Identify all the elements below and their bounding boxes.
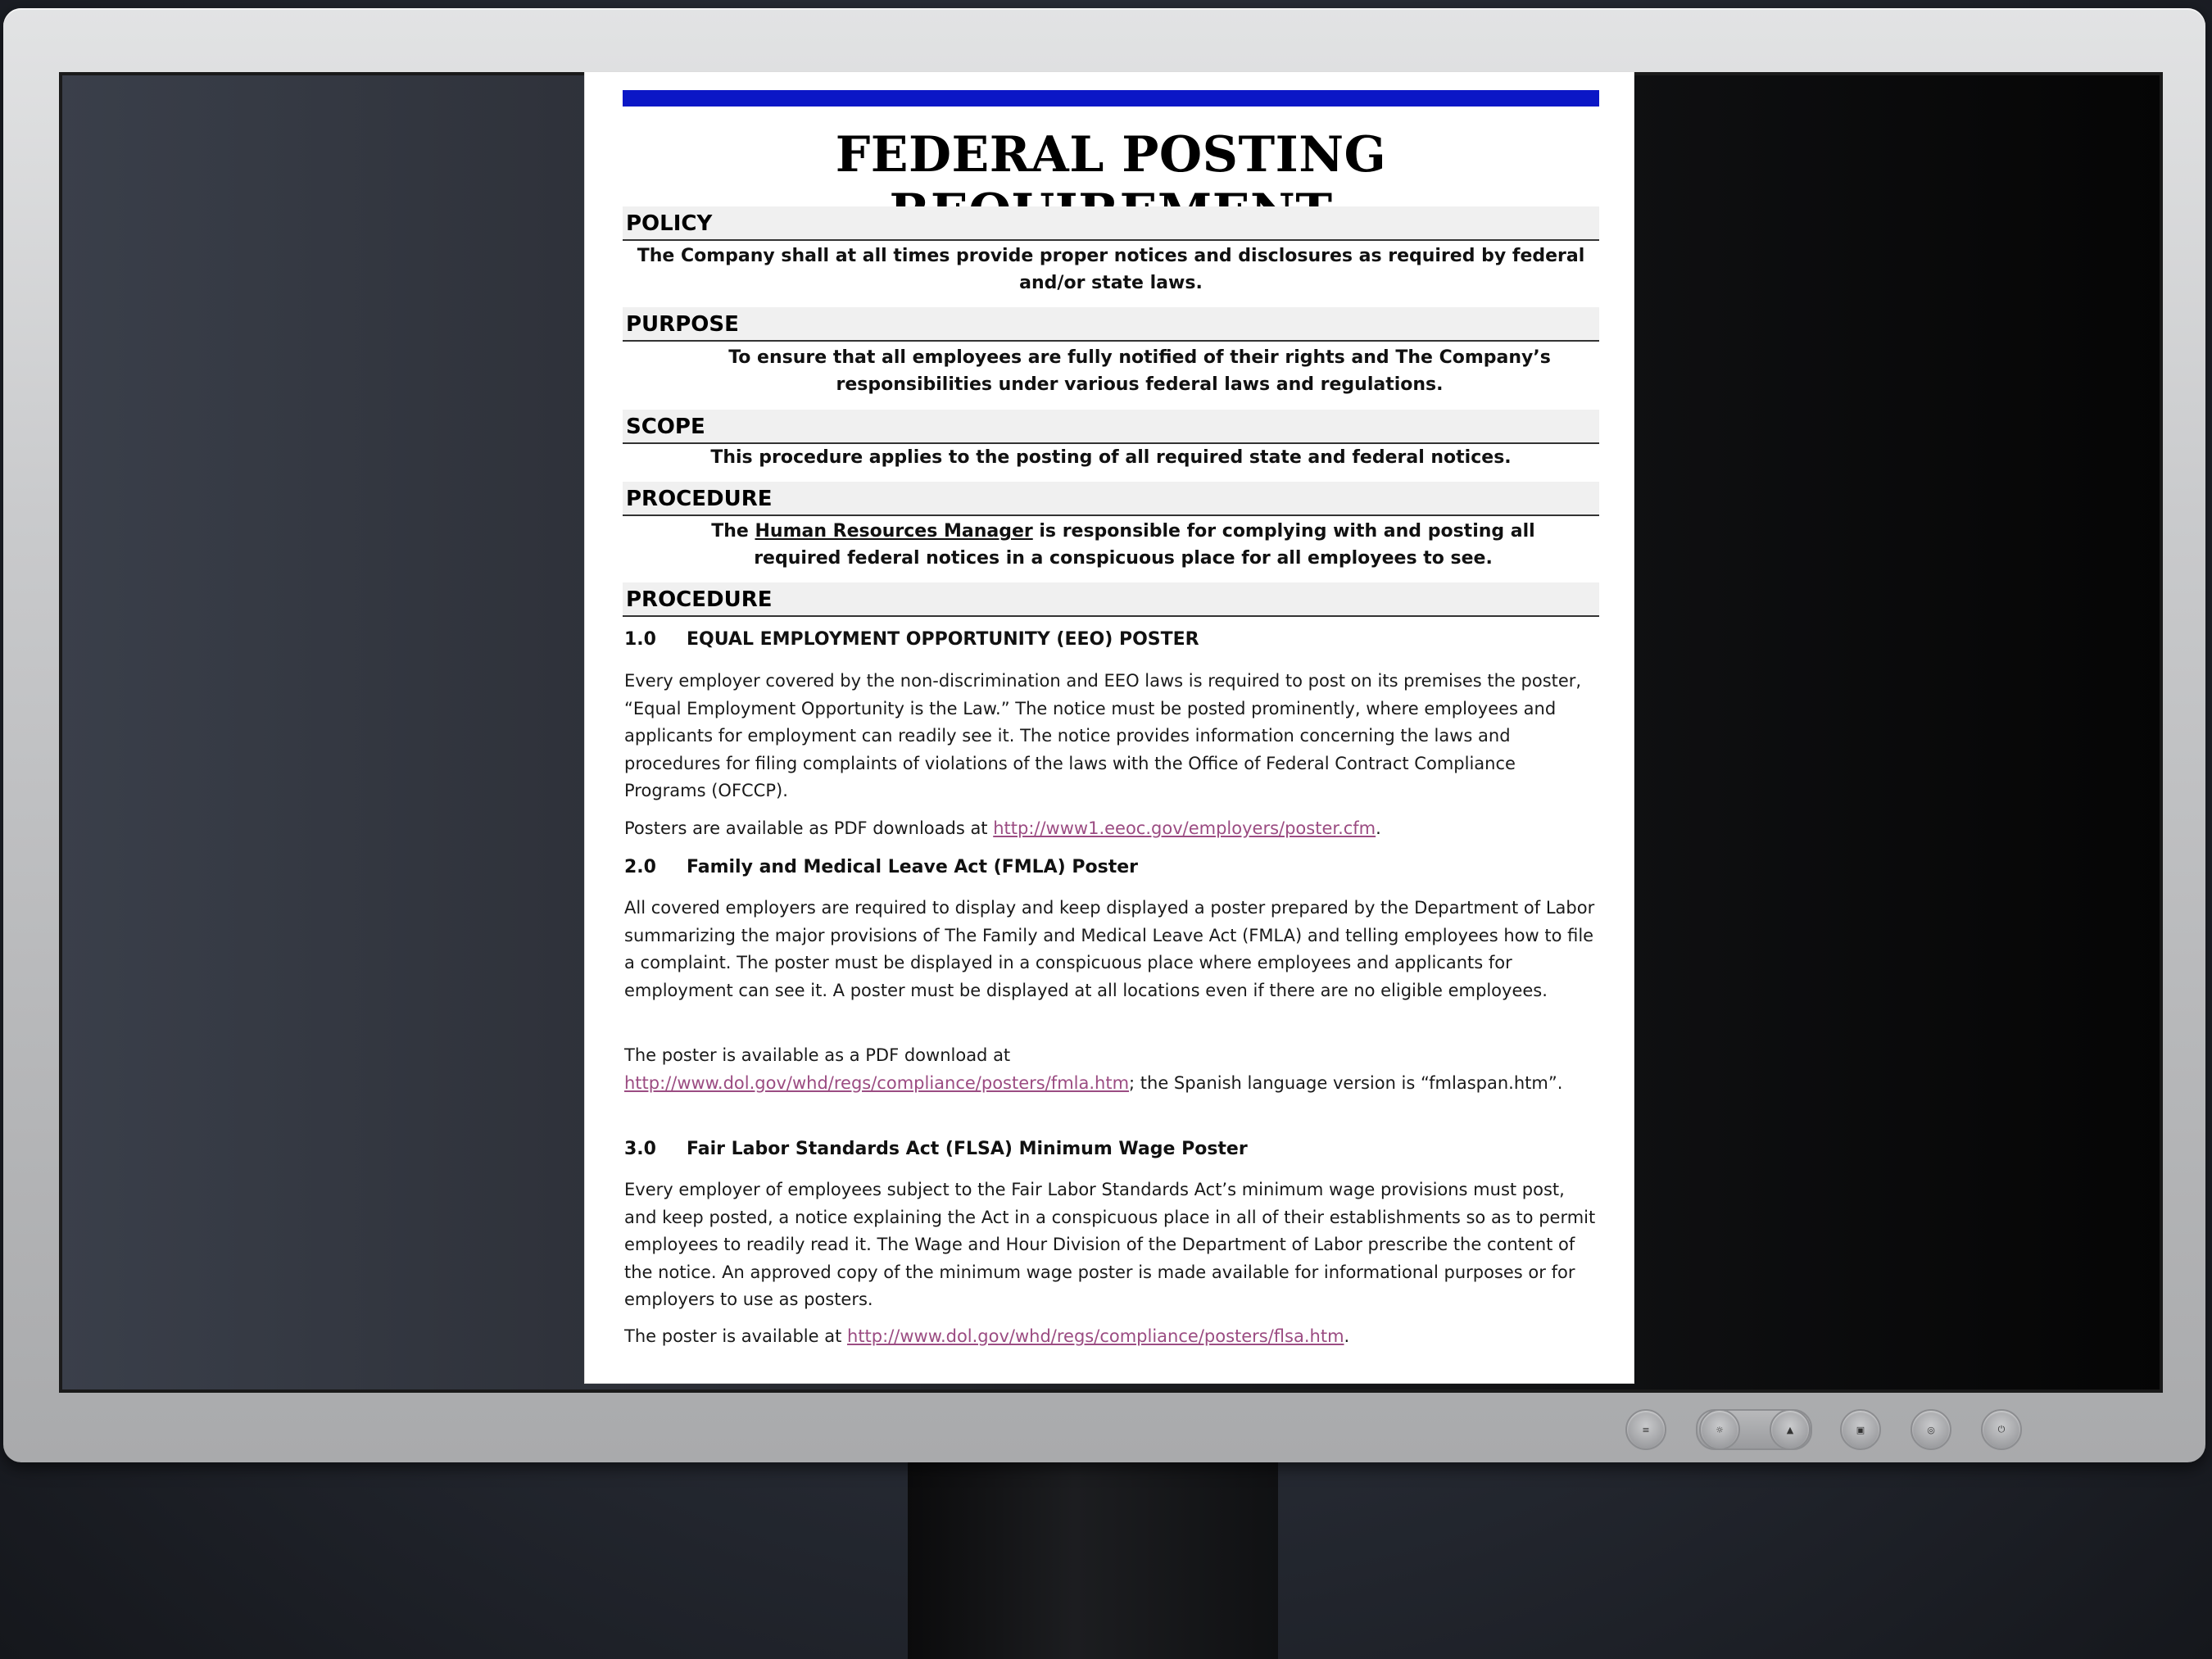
section-heading-procedure-detail: PROCEDURE	[623, 582, 1599, 617]
responsible-role: Human Resources Manager	[755, 521, 1033, 542]
item-avail-eeo: Posters are available as PDF downloads at http://www1.eeoc.gov/employers/poster.cfm.	[624, 818, 1381, 838]
accent-bar	[623, 90, 1599, 107]
section-heading-procedure: PROCEDURE	[623, 482, 1599, 516]
item-heading-fmla: 2.0 Family and Medical Leave Act (FMLA) Poster	[624, 857, 1138, 877]
item-heading-eeo: 1.0 EQUAL EMPLOYMENT OPPORTUNITY (EEO) POSTER	[624, 629, 1199, 650]
monitor-stand	[908, 1462, 1278, 1659]
auto-icon: ◎	[1927, 1424, 1935, 1435]
item-body-flsa: Every employer of employees subject to the Fair Labor Standards Act’s minimum wage provisions must post, and keep posted, a notice explaining the Act in a conspicuous place in all of their establishments so as to permit employees to readily read it. The Wage and Hour Division of the Department of Labor prescribe the content of the notice. An approved copy of the minimum wage poster is made available for informational purposes or for employers to use as posters.	[624, 1180, 1596, 1310]
section-heading-purpose: PURPOSE	[623, 307, 1599, 342]
section-heading-scope: SCOPE	[623, 410, 1599, 444]
input-icon: ▲	[1786, 1424, 1794, 1435]
brightness-icon: ☼	[1716, 1424, 1724, 1435]
item-avail-fmla: The poster is available as a PDF download at http://www.dol.gov/whd/regs/compliance/posters/fmla.htm; the Spanish language version is “fmlaspan.htm”.	[624, 1045, 1563, 1093]
item-heading-flsa: 3.0 Fair Labor Standards Act (FLSA) Minimum Wage Poster	[624, 1139, 1248, 1159]
brightness-button[interactable]	[1699, 1409, 1740, 1450]
fmla-poster-link[interactable]: http://www.dol.gov/whd/regs/compliance/posters/fmla.htm	[624, 1072, 1130, 1093]
menu-icon: ≡	[1642, 1424, 1650, 1435]
power-icon: ⏻	[1997, 1424, 2006, 1435]
section-heading-policy: POLICY	[623, 206, 1599, 241]
item-body-fmla: All covered employers are required to display and keep displayed a poster prepared by the Department of Labor summarizing the major provisions of The Family and Medical Leave Act (FMLA) and telling employees how to file a complaint. The poster must be displayed in a conspicuous place where employees and applicants for employment can see it. A poster must be displayed at all locations even if there are no eligible employees.	[624, 898, 1595, 1000]
flsa-poster-link[interactable]: http://www.dol.gov/whd/regs/compliance/posters/flsa.htm	[847, 1326, 1344, 1346]
pip-icon: ▣	[1856, 1424, 1865, 1435]
item-body-eeo: Every employer covered by the non-discrimination and EEO laws is required to post on its premises the poster, “Equal Employment Opportunity is the Law.” The notice must be posted prominently, where employees and applicants for employment can readily see it. The notice provides information concerning the laws and procedures for filing complaints of violations of the laws with the Office of Federal Contract Compliance Programs (OFCCP).	[624, 671, 1582, 801]
section-text-scope: This procedure applies to the posting of all required state and federal notices.	[710, 447, 1512, 468]
document-page	[585, 72, 1634, 1383]
menu-button[interactable]	[1625, 1409, 1666, 1450]
section-text-purpose: To ensure that all employees are fully notified of their rights and The Company’s responsibilities under various federal laws and regulations.	[728, 347, 1551, 395]
power-button[interactable]	[1981, 1409, 2022, 1450]
auto-button[interactable]	[1911, 1409, 1951, 1450]
section-text-policy: The Company shall at all times provide proper notices and disclosures as required by federal and/or state laws.	[637, 246, 1585, 293]
document-title: FEDERAL POSTING	[835, 126, 1387, 184]
section-text-procedure: The Human Resources Manager is responsible for complying with and posting all required federal notices in a conspicuous place for all employees to see.	[711, 521, 1535, 569]
input-button[interactable]	[1770, 1409, 1811, 1450]
monitor-controls	[1625, 1409, 2019, 1452]
eeoc-poster-link[interactable]: http://www1.eeoc.gov/employers/poster.cfm	[993, 818, 1376, 838]
item-avail-flsa: The poster is available at http://www.dol.gov/whd/regs/compliance/posters/flsa.htm.	[624, 1326, 1350, 1346]
pip-button[interactable]	[1840, 1409, 1881, 1450]
